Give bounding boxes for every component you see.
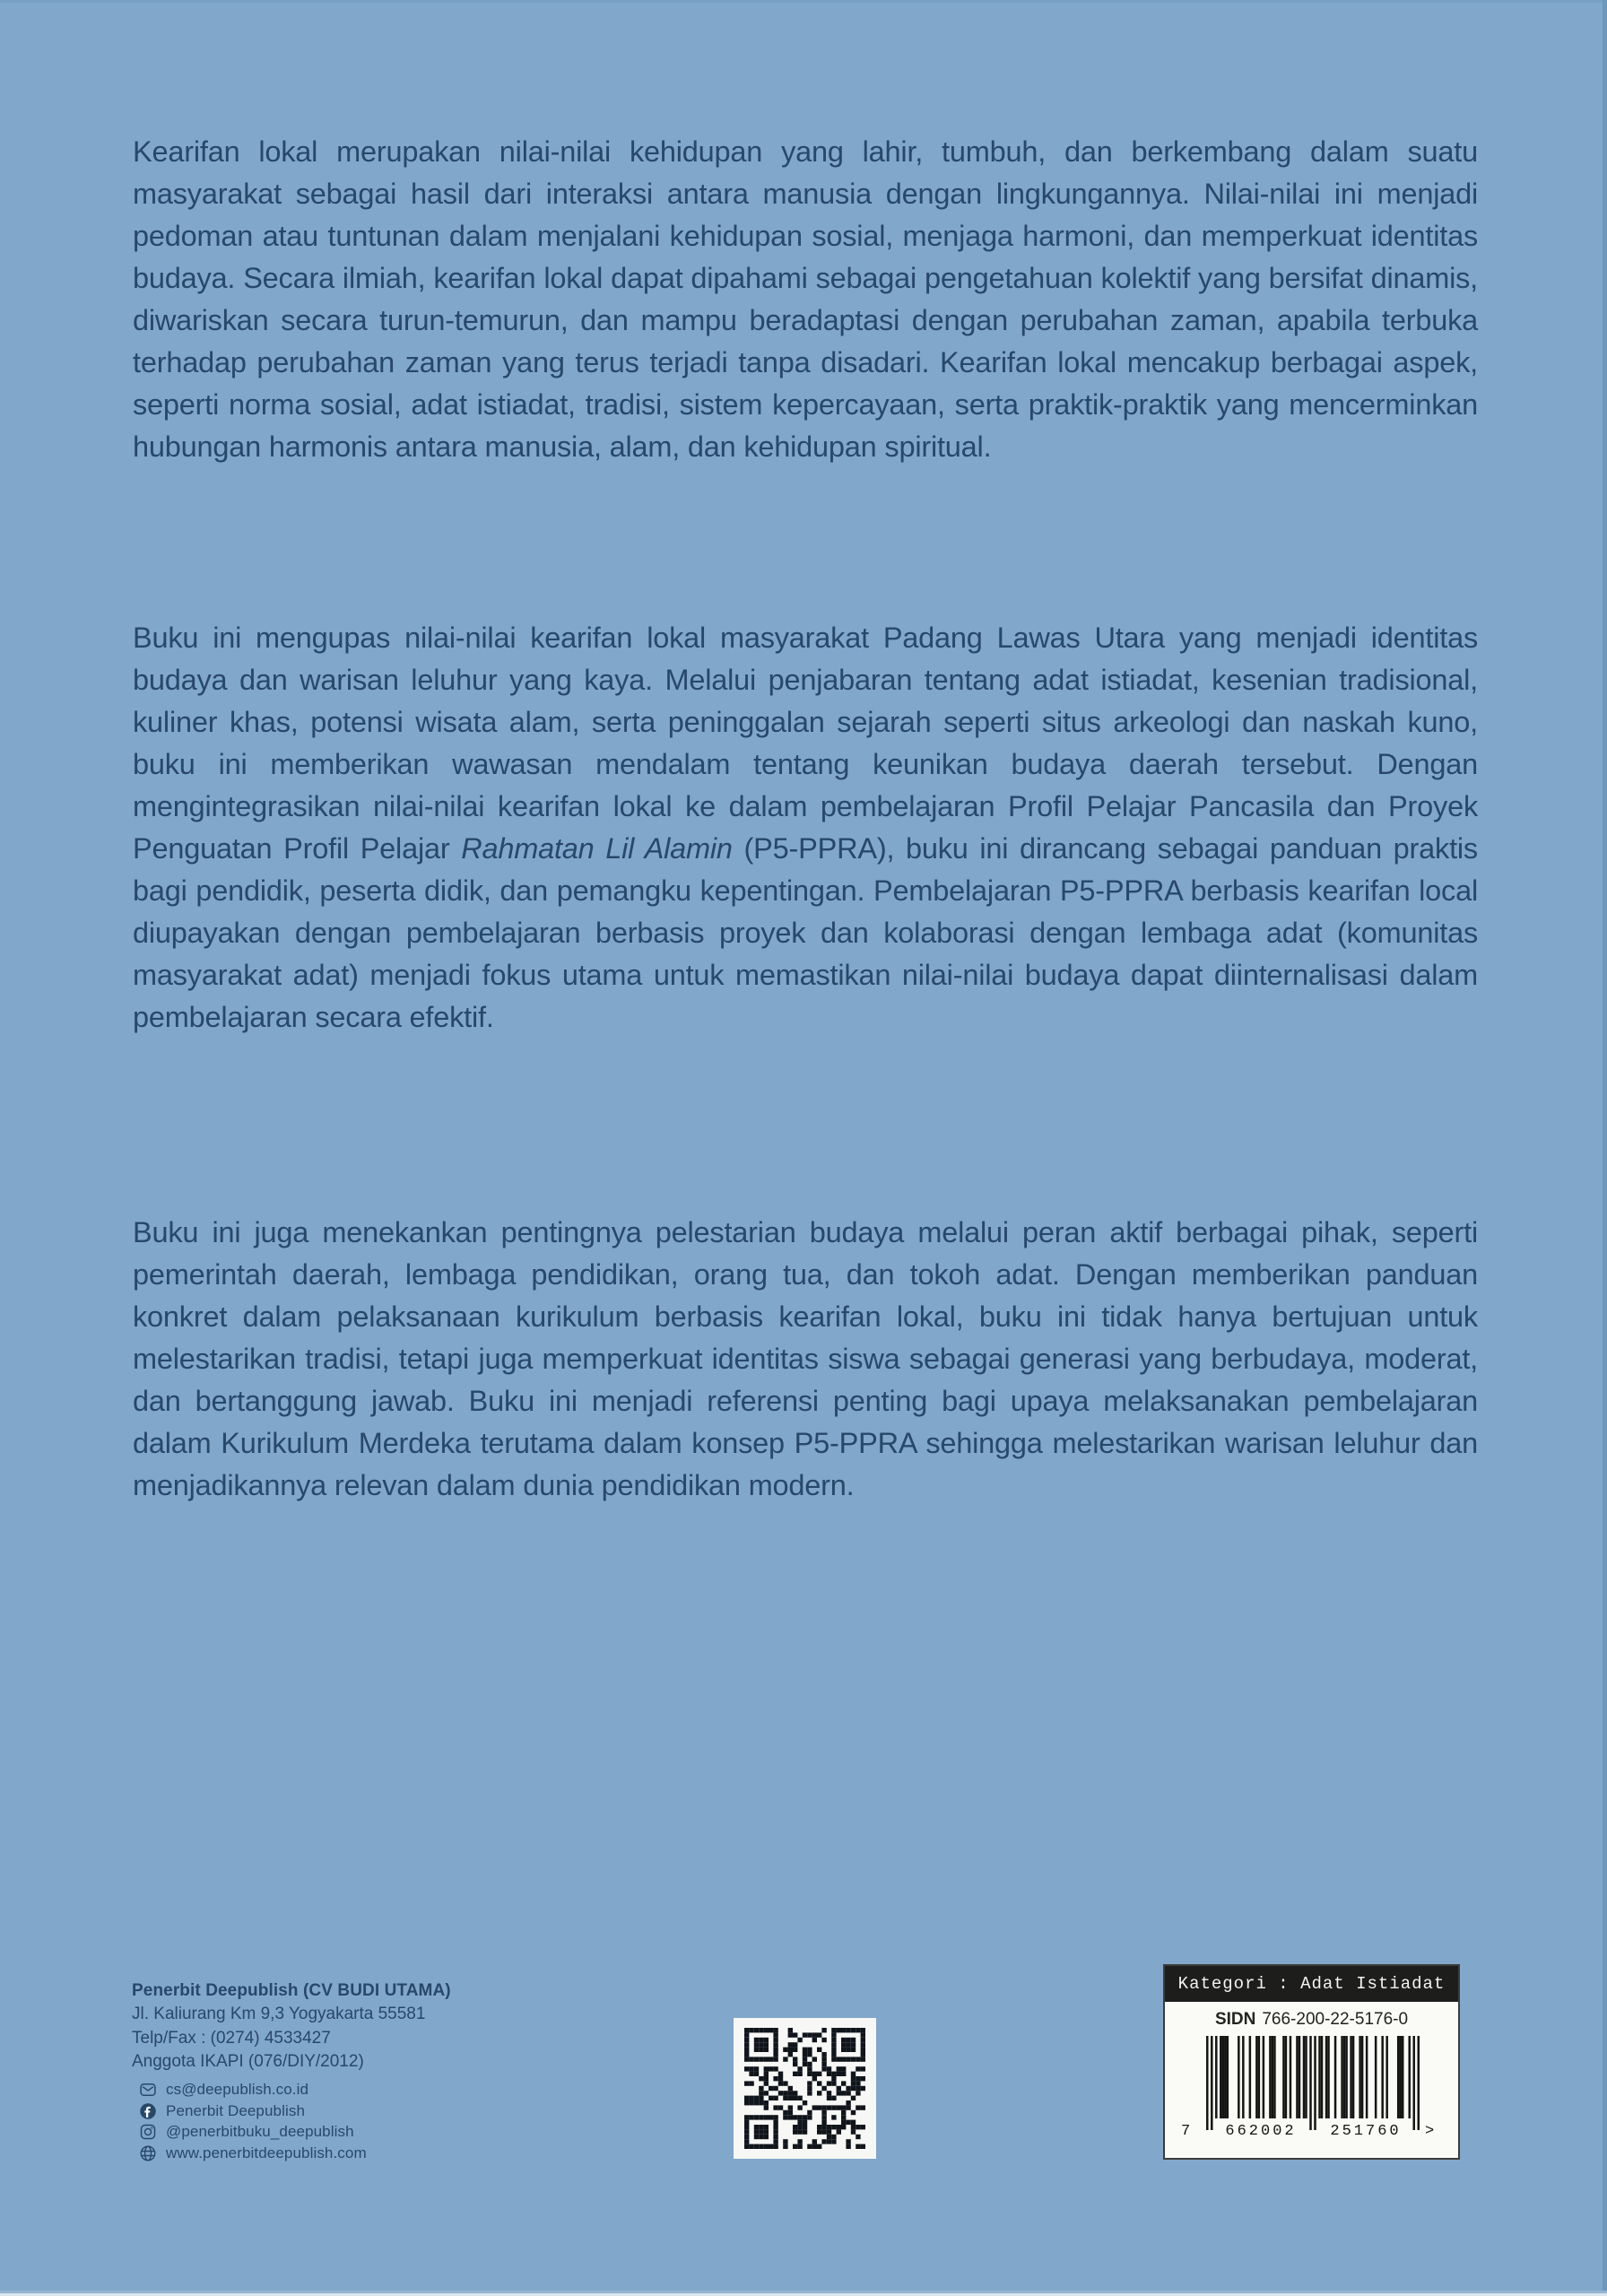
barcode-isbn-line [1165, 2010, 1458, 2030]
publisher-contact-list [132, 2080, 451, 2164]
facebook-icon [139, 2102, 157, 2120]
globe-icon [139, 2144, 157, 2162]
publisher-block [132, 1979, 451, 2164]
barcode-digit-first: 7 [1181, 2123, 1194, 2140]
contact-row-website [132, 2143, 451, 2164]
publisher-name: Penerbit Deepublish (CV BUDI UTAMA) [132, 1981, 451, 2000]
contact-row-instagram [132, 2122, 451, 2144]
publisher-ikapi-membership: Anggota IKAPI (076/DIY/2012) [132, 2052, 364, 2071]
barcode-isbn-number: 766-200-22-5176-0 [1262, 2010, 1409, 2029]
barcode-body [1165, 2002, 1458, 2158]
contact-row-facebook [132, 2100, 451, 2122]
contact-label: @penerbitbuku_deepublish [166, 2123, 354, 2141]
barcode-panel [1165, 1966, 1458, 2158]
qr-code-modules [744, 2028, 865, 2149]
right-edge-shade [1603, 0, 1607, 2296]
synopsis-paragraph-3: Buku ini juga menekankan pentingnya pelestarian budaya melalui peran aktif berbagai pihak, seperti pemerintah daerah, lembaga pendidikan, orang tua, dan tokoh adat. Dengan memberikan panduan konkret dalam pelaksanaan kurikulum berbasis kearifan lokal, buku ini tidak hanya bertujuan untuk melestarikan tradisi, tetapi juga memperkuat identitas siswa sebagai generasi yang berbudaya, moderat, dan bertanggung jawab. Buku ini menjadi referensi penting bagi upaya melaksanakan pembelajaran dalam Kurikulum Merdeka terutama dalam konsep P5-PPRA sehingga melestarikan warisan leluhur dan menjadikannya relevan dalam dunia pendidikan modern. [133, 1216, 1478, 1501]
contact-label: www.penerbitdeepublish.com [166, 2144, 367, 2161]
contact-label: Penerbit Deepublish [166, 2101, 305, 2119]
publisher-phone: Telp/Fax : (0274) 4533427 [132, 2028, 331, 2048]
contact-row-email [132, 2080, 451, 2101]
barcode-category-bar [1165, 1966, 1458, 2002]
qr-code [734, 2018, 876, 2159]
synopsis-text-block [133, 131, 1478, 1507]
barcode-digits-left: 662002 [1225, 2123, 1297, 2140]
synopsis-paragraph-1: Kearifan lokal merupakan nilai-nilai kehidupan yang lahir, tumbuh, dan berkembang dalam suatu masyarakat sebagai hasil dari interaksi antara manusia dengan lingkungannya. Nilai-nilai ini menjadi pedoman atau tuntunan dalam menjalani kehidupan sosial, menjaga harmoni, dan memperkuat identitas budaya. Secara ilmiah, kearifan lokal dapat dipahami sebagai pengetahuan kolektif yang bersifat dinamis, diwariskan secara turun-temurun, dan mampu beradaptasi dengan perubahan zaman, apabila terbuka terhadap perubahan zaman yang terus terjadi tanpa disadari. Kearifan lokal mencakup berbagai aspek, seperti norma sosial, adat istiadat, tradisi, sistem kepercayaan, serta praktik-praktik yang mencerminkan hubungan harmonis antara manusia, alam, dan kehidupan spiritual. [133, 135, 1478, 463]
publisher-address: Jl. Kaliurang Km 9,3 Yogyakarta 55581 [132, 2005, 426, 2023]
barcode-isbn-label: SIDN [1214, 2010, 1256, 2029]
barcode-bars [1206, 2036, 1420, 2130]
barcode-category-label: Kategori : Adat Istiadat [1177, 1974, 1446, 1994]
synopsis-paragraph-2: Buku ini mengupas nilai-nilai kearifan lokal masyarakat Padang Lawas Utara yang menjadi identitas budaya dan warisan leluhur yang kaya. Melalui penjabaran tentang adat istiadat, kesenian tradisional, kuliner khas, potensi wisata alam, serta peninggalan sejarah seperti situs arkeologi dan naskah kuno, buku ini memberikan wawasan mendalam tentang keunikan budaya daerah tersebut. Dengan mengintegrasikan nilai-nilai kearifan lokal ke dalam pembelajaran Profil Pelajar Pancasila dan Proyek Penguatan Profil Pelajar Rahmatan Lil Alamin (P5-PPRA), buku ini dirancang sebagai panduan praktis bagi pendidik, peserta didik, dan pemangku kepentingan. Pembelajaran P5-PPRA berbasis kearifan local diupayakan dengan pembelajaran berbasis proyek dan kolaborasi dengan lembaga adat (komunitas masyarakat adat) menjadi fokus utama untuk memastikan nilai-nilai budaya dapat diinternalisasi dalam pembelajaran secara efektif. [133, 622, 1478, 1033]
email-icon [139, 2081, 157, 2099]
barcode-digits-right: 251760 [1330, 2123, 1402, 2140]
top-edge-shade [0, 0, 1607, 3]
instagram-icon [139, 2123, 157, 2141]
contact-label: cs@deepublish.co.id [166, 2081, 309, 2099]
barcode-digit-trail: > [1425, 2123, 1438, 2140]
